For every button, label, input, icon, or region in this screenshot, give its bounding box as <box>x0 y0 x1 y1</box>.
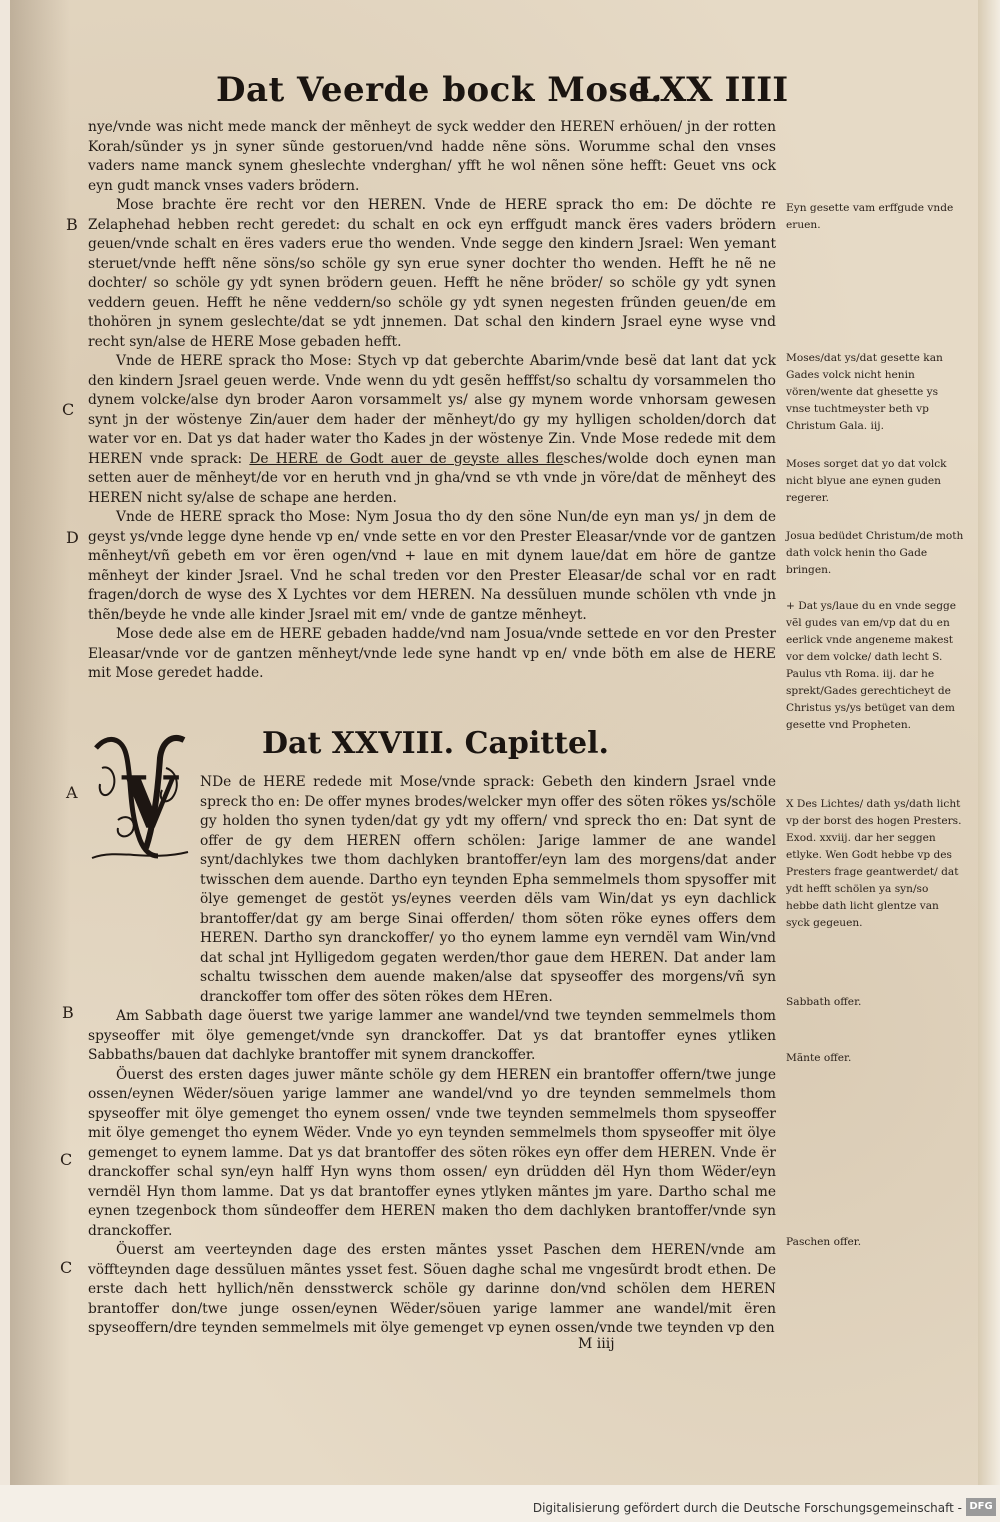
paragraph-text: sches/wolde doch eynen man setten auer de mẽnheyt/de vor en heruth vnd jn gha/vnd se vth vnde jn vöre/dat de mẽnheyt des HEREN nicht sy/alse de schape ane herden. <box>88 450 776 506</box>
margin-note: Moses sorget dat yo dat volck nicht blyue ane eynen guden regerer. <box>786 458 947 504</box>
margin-note: X Des Lichtes/ dath ys/dath licht vp der borst des hogen Presters. Exod. xxviij. dar her seggen etlyke. Wen Godt hebbe vp des Presters frage geantwerdet/ dat ydt hefft schölen ya syn/so hebbe dath licht glentze van syck gegeuen. <box>786 798 962 929</box>
paragraph: Öuerst am veerteynden dage des ersten mãntes ysset Paschen dem HEREN/vnde am vöffteynden dage dessũluen mãntes ysset fest. Söuen daghe schal me vngesũrdt brodt ethen. De erste dach hett hyllich/nẽn densstwerck schöle gy darinne don/vnd schölen dem HEREN brantoffer don/twe junge ossen/eynen Wëder/söuen yarige lammer ane wandel/mit ëren spyseoffern/dre teynden semmelmels mit ölye gemenget vp eynen ossen/vnde twe teynden vp den <box>88 1242 776 1336</box>
section-letter-b: B <box>66 215 78 234</box>
paragraph-text: Vnde de HERE sprack tho Mose: Stych vp dat geberchte Abarim/vnde besë dat lant dat yck den kindern Jsrael geuen werde. Vnde wenn du ydt gesẽn hefffst/so schaltu dy vorsammelen tho dynem volcke/alse dyn broder Aaron vorsammelt ys/ alse gy mynem worde vnhorsam gewesen synt jn der wöstenye Zin/auer dem hader der mẽnheyt/do gy my hylligen scholden/dorch dat water vor en. Dat ys dat hader water tho Kades jn der wöstenye Zin. Vnde Mose redede mit dem HEREN vnde sprack: <box>88 353 776 467</box>
drop-cap-letter: V <box>122 760 178 845</box>
margin-note: + Dat ys/laue du en vnde segge vẽl gudes van em/vp dat du en eerlick vnde angeneme makest vor dem volcke/ dath lecht S. Paulus vth Roma. iij. dar he sprekt/Gades gerechticheyt de Christus ys/ys betüget van dem gesette vnd Propheten. <box>786 600 957 731</box>
section-letter-c-2: C <box>60 1150 73 1169</box>
section-letter-c-3: C <box>60 1258 73 1277</box>
section-letter-b-2: B <box>62 1003 74 1022</box>
margin-note: Sabbath offer. <box>786 996 862 1008</box>
underlined-passage: De HERE de Godt auer de geyste alles fle <box>249 450 564 467</box>
paragraph: Vnde de HERE sprack tho Mose: Nym Josua tho dy den söne Nun/de eyn man ys/ jn dem de geyst ys/vnde legge dyne hende vp en/ vnde sette en vor den Prester Eleasar/vnde vor de gantzen mẽnheyt/vñ gebeth em vor ëren ogen/vnd + laue en mit dynem laue/dat em höre de gantze mẽnheyt der kinder Jsrael. Vnd he schal treden vor den Prester Eleasar/de schal vor en radt fragen/dorch de wyse des X Lychtes vor dem HEREN. Na dessũluen munde schölen vth vnde jn thẽn/beyde he vnde alle kinder Jsrael mit em/ vnde de gantze mẽnheyt. <box>88 509 776 623</box>
paragraph <box>88 352 776 508</box>
paragraph: nye/vnde was nicht mede manck der mẽnheyt de syck wedder den HEREN erhöuen/ jn der rotten Korah/sũnder ys jn syner sũnde gestoruen/vnd hadde nẽne söns. Worumme schal den vnses vaders name manck synem gheslechte vnderghan/ yfft he wol nẽnen söne hefft: Geuet vns ock eyn gudt manck vnses vaders brödern. <box>88 119 776 194</box>
margin-note: Josua bedüdet Christum/de moth dath volck henin tho Gade bringen. <box>786 530 964 576</box>
margin-note: Paschen offer. <box>786 1236 862 1248</box>
paragraph: Öuerst des ersten dages juwer mãnte schöle gy dem HEREN ein brantoffer offern/twe junge ossen/eynen Wëder/söuen yarige lammer ane wandel/vnd yo dre teynden semmelmels thom spyseoffer mit ölye gemenget tho eynem ossen/ vnde twe teynden semmelmels thom spyseoffer mit ölye gemenget tho eynem Wëder. Vnde yo eyn teynden semmelmels thom spyseoffer mit ölye gemenget to eynem lamme. Dat ys dat brantoffer des söten rökes eyn offer dem HEREN. Vnde ër dranckoffer schal syn/eyn halff Hyn wyns thom ossen/ eyn drüdden dël Hyn thom Wëder/eyn verndël Hyn thom lamme. Dat ys dat brantoffer eynes ytlyken mãntes jm yare. Dartho schal me eynen tzegenbock thom sũndeoffer dem HEREN maken tho dem dachlyken brantoffer/vnde syn dranckoffer. <box>88 1066 776 1239</box>
page-edge <box>978 0 1000 1485</box>
margin-note: Moses/dat ys/dat gesette kan Gades volck nicht henin vören/wente dat ghesette ys vnse tuchtmeyster beth vp Christum Gala. iij. <box>786 352 943 432</box>
paragraph: NDe de HERE redede mit Mose/vnde sprack: Gebeth den kindern Jsrael vnde spreck tho en: De offer mynes brodes/welcker myn offer des söten rökes ys/schöle gy holden tho synen tyden/dat gy ydt my offern/ vnd spreck tho en: Dat synt de offer de gy dem HEREN offern schölen: Jarige lammer de ane wandel synt/dachlykes twe thom dachlyken brantoffer/eyn lam des morgens/dat ander twisschen dem auende. Dartho eyn teynden Epha semmelmels thom spysoffer mit ölye gemenget de gestöt ys/eynes veerden dëls vam Win/dat ys eyn dachlick brantoffer/dat gy am berge Sinai offerden/ thom söten röke eynes offers dem HEREN. Dartho syn dranckoffer/ yo tho eynem lamme eyn verndël vam Win/vnd dat schal jnt Hylligedom gegaten werden/thor gaue dem HEREN. Dat ander lam schaltu twisschen dem auende maken/alse dat spyseoffer des morgens/vñ syn dranckoffer tom offer des söten rökes dem HEren. <box>200 774 776 1005</box>
signature-mark: M iiij <box>578 1336 615 1352</box>
section-letter-d: D <box>66 528 79 547</box>
paragraph: Mose brachte ëre recht vor den HEREN. Vnde de HERE sprack tho em: De döchte re Zelaphehad hebben recht geredet: du schalt en ock eyn erffgudt manck ëres vaders brödern geuen/vnde schalt en ëres vaders erue tho wenden. Vnde segge den kindern Jsrael: Wen yemant steruet/vnde hefft nẽne söns/so schöle gy syn erue syner dochter tho wenden. Hefft he nẽ ne dochter/ so schöle gy ydt synen brödern geuen. Hefft he nẽne bröder/ so schöle gy ydt synen veddern geuen. Hefft he nẽne veddern/so schöle gy ydt synen negesten frũnden geuen/de em thohören jn synem geslechte/dat se ydt jnnemen. Dat schal den kindern Jsrael eyne wyse vnd recht syn/alse de HERE Mose gebaden hefft. <box>88 197 776 350</box>
section-letter-a: A <box>66 783 78 802</box>
section-letter-c: C <box>62 400 75 419</box>
chapter-heading: Dat XXVIII. Capittel. <box>262 726 609 761</box>
running-title: Dat Veerde bock Mose. <box>216 70 663 110</box>
body-text-upper <box>88 118 776 684</box>
dfg-logo: DFG <box>966 1498 996 1516</box>
folio-number: LXX IIII <box>636 70 789 110</box>
body-text-lower <box>88 773 776 1339</box>
paragraph: Mose dede alse em de HERE gebaden hadde/vnd nam Josua/vnde settede en vor den Prester Eleasar/vnde vor de gantzen mẽnheyt/vnde lede syne handt vp en/ vnde böth em alse de HERE mit Mose geredet hadde. <box>88 626 776 681</box>
margin-note: Mãnte offer. <box>786 1052 852 1064</box>
margin-note: Eyn gesette vam erffgude vnde eruen. <box>786 202 954 231</box>
paragraph: Am Sabbath dage öuerst twe yarige lammer ane wandel/vnd twe teynden semmelmels thom spyseoffer mit ölye gemenget/vnde syn dranckoffer. Dat ys dat brantoffer eynes ytliken Sabbaths/bauen dat dachlyke brantoffer mit synem dranckoffer. <box>88 1008 776 1063</box>
digitization-credit: Digitalisierung gefördert durch die Deutsche Forschungsgemeinschaft - <box>532 1501 962 1515</box>
